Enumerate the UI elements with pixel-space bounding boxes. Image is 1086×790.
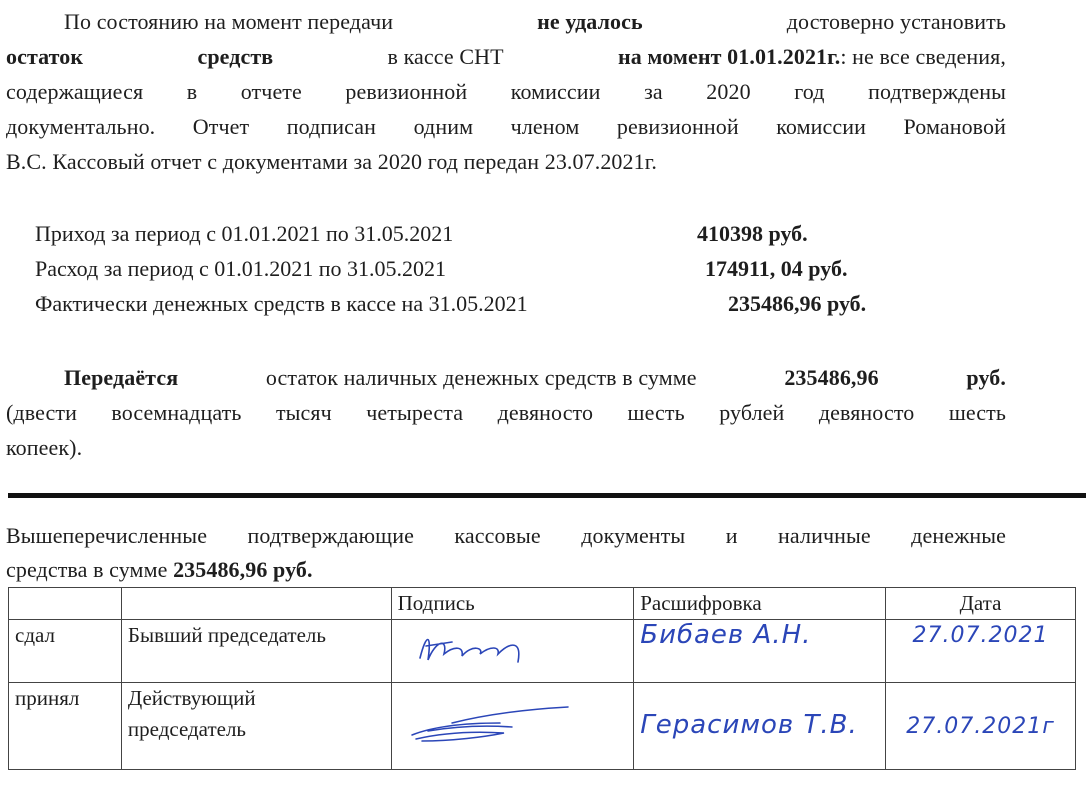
p1-bold-funds: средств [197,44,274,69]
cell-date [886,620,1076,683]
paragraph-balance-status [6,4,1006,179]
p2-line-1 [6,360,1006,395]
cell-signature [391,683,634,770]
table-header-row [9,588,1076,620]
p1-line-4: документально. Отчет подписан одним членом ревизионной комиссии Романовой [6,114,1006,139]
p2-bold-transferred: Передаётся [64,365,179,390]
p1-word: По состоянию на момент передачи [64,9,394,34]
p1-line-2 [6,39,1006,74]
paragraph-documents [6,519,1006,587]
p3-line-2 [6,553,1006,587]
income-label: Приход за период с 01.01.2021 по 31.05.2021 [35,221,454,246]
p1-word: достоверно установить [786,9,1006,34]
handwritten-date: 27.07.2021г [906,713,1055,739]
p1-bold-date: на момент 01.01.2021г. [617,44,841,69]
cell-action: сдал [9,620,122,683]
cell-role-line: председатель [127,717,247,741]
cell-decoding [634,620,886,683]
income-value: 410398 руб. [697,221,808,246]
cell-role-line: Действующий [127,686,256,710]
p2-line-2: (двести восемнадцать тысяч четыреста девяносто шесть рублей девяносто шесть [6,400,1006,425]
header-signature: Подпись [391,588,634,620]
handwritten-date: 27.07.2021 [912,623,1049,648]
p2-bold-amount: 235486,96 [784,365,879,390]
cell-role [121,683,391,770]
expense-label: Расход за период с 01.01.2021 по 31.05.2021 [35,256,447,281]
table-row [9,620,1076,683]
handwritten-signature-1 [392,620,632,680]
p1-text: в кассе СНТ [387,44,504,69]
signature-table [8,587,1076,770]
header-decoding: Расшифровка [634,588,886,620]
p1-bold-not-possible: не удалось [537,9,643,34]
p1-line-1 [6,4,1006,39]
cell-role: Бывший председатель [121,620,391,683]
handwritten-decoding: Герасимов Т.В. [640,710,858,740]
p3-text: средства в сумме [6,557,174,582]
cell-decoding [634,683,886,770]
handwritten-decoding: Бибаев А.Н. [640,620,812,650]
paragraph-transfer [6,360,1006,465]
divider-rule [8,493,1086,498]
table-row [9,683,1076,770]
p2-bold-rub: руб. [966,365,1006,390]
p1-text: : не все сведения, [840,44,1006,69]
cell-date [886,683,1076,770]
header-date: Дата [886,588,1076,620]
cell-action: принял [9,683,122,770]
actual-value: 235486,96 руб. [728,291,867,316]
p1-line-3: содержащиеся в отчете ревизионной комиссии за 2020 год подтверждены [6,79,1006,104]
expense-value: 174911, 04 руб. [705,256,848,281]
p3-line-1: Вышеперечисленные подтверждающие кассовые документы и наличные денежные [6,523,1006,548]
p2-line-3: копеек). [6,435,83,460]
header-action [9,588,122,620]
p1-line-5: В.С. Кассовый отчет с документами за 2020 год передан 23.07.2021г. [6,149,657,174]
p1-bold-balance: остаток [6,44,84,69]
p1-date-wrap [618,39,1006,74]
p3-bold-amount: 235486,96 руб. [173,557,313,582]
header-role [121,588,391,620]
cell-signature [391,620,634,683]
handwritten-signature-2 [392,683,632,769]
p2-text: остаток наличных денежных средств в сумме [265,365,697,390]
actual-label: Фактически денежных средств в кассе на 31.05.2021 [35,291,528,316]
